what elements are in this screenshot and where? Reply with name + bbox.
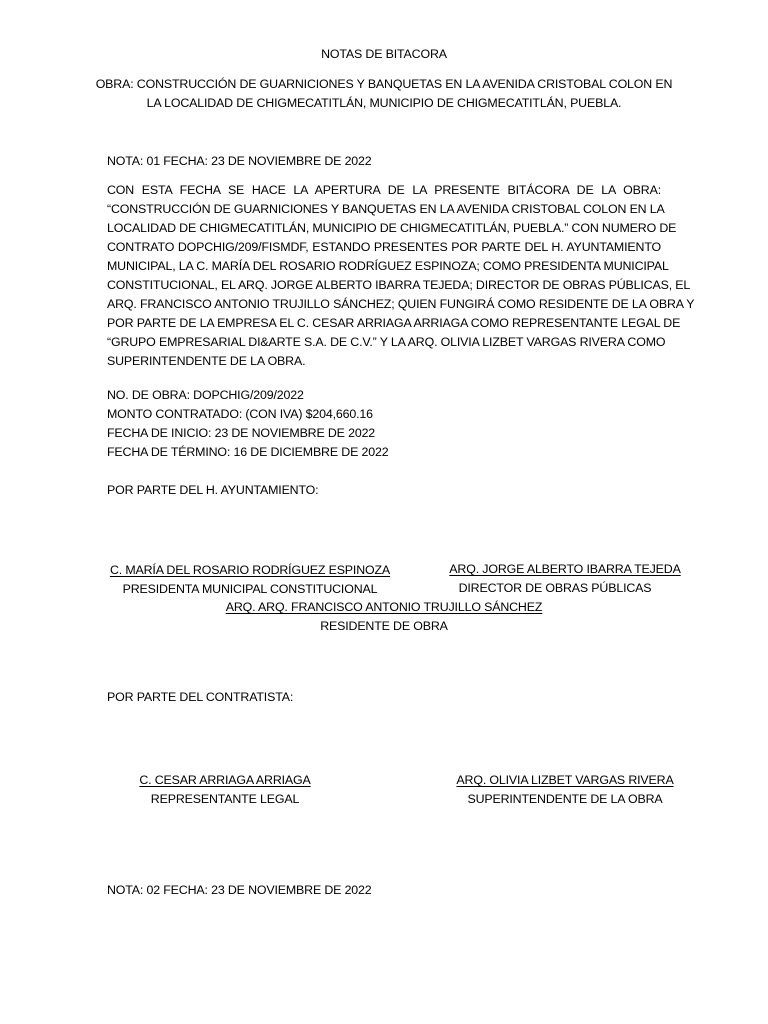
nota-01-header: NOTA: 01 FECHA: 23 DE NOVIEMBRE DE 2022 [107,154,372,168]
representante-role: REPRESENTANTE LEGAL [150,792,300,806]
residente-role: RESIDENTE DE OBRA [320,619,448,633]
superintendente-role: SUPERINTENDENTE DE LA OBRA [467,792,663,806]
nota-02-header: NOTA: 02 FECHA: 23 DE NOVIEMBRE DE 2022 [107,883,372,897]
nota-01-body-line: CONSTITUCIONAL, EL ARQ. JORGE ALBERTO IBARRA TEJEDA; DIRECTOR DE OBRAS PÚBLICAS, EL [107,278,691,292]
nota-01-body-line: MUNICIPAL, LA C. MARÍA DEL ROSARIO RODRÍGUEZ ESPINOZA; COMO PRESIDENTA MUNICIPAL [107,259,669,273]
obra-title-line-2: LA LOCALIDAD DE CHIGMECATITLÁN, MUNICIPIO DE CHIGMECATITLÁN, PUEBLA. [146,96,622,110]
nota-01-body [107,181,695,371]
contratista-section-label: POR PARTE DEL CONTRATISTA: [107,690,294,704]
presidenta-role: PRESIDENTA MUNICIPAL CONSTITUCIONAL [122,582,378,596]
fecha-de-inicio: FECHA DE INICIO: 23 DE NOVIEMBRE DE 2022 [107,426,376,440]
monto-contratado: MONTO CONTRATADO: (CON IVA) $204,660.16 [107,407,373,421]
director-role: DIRECTOR DE OBRAS PÚBLICAS [458,581,652,595]
nota-01-body-line: “GRUPO EMPRESARIAL DI&ARTE S.A. DE C.V.” Y LA ARQ. OLIVIA LIZBET VARGAS RIVERA COMO [107,335,666,349]
no-de-obra: NO. DE OBRA: DOPCHIG/209/2022 [107,388,304,402]
nota-01-body-line: LOCALIDAD DE CHIGMECATITLÁN, MUNICIPIO DE CHIGMECATITLÁN, PUEBLA.” CON NUMERO DE [107,221,677,235]
nota-01-body-line: ARQ. FRANCISCO ANTONIO TRUJILLO SÁNCHEZ; QUIEN FUNGIRÁ COMO RESIDENTE DE LA OBRA Y [107,297,695,311]
nota-01-body-line: “CONSTRUCCIÓN DE GUARNICIONES Y BANQUETAS EN LA AVENIDA CRISTOBAL COLON EN LA [107,202,665,216]
presidenta-name: C. MARÍA DEL ROSARIO RODRÍGUEZ ESPINOZA [109,563,391,577]
nota-01-body-line: CON ESTA FECHA SE HACE LA APERTURA DE LA PRESENTE BITÁCORA DE LA OBRA: [107,183,661,197]
nota-01-body-line: CONTRATO DOPCHIG/209/FISMDF, ESTANDO PRESENTES POR PARTE DEL H. AYUNTAMIENTO [107,240,661,254]
nota-01-body-line: SUPERINTENDENTE DE LA OBRA. [107,354,306,368]
fecha-de-termino: FECHA DE TÉRMINO: 16 DE DICIEMBRE DE 2022 [107,445,389,459]
ayuntamiento-section-label: POR PARTE DEL H. AYUNTAMIENTO: [107,483,319,497]
nota-01-body-line: POR PARTE DE LA EMPRESA EL C. CESAR ARRIAGA ARRIAGA COMO REPRESENTANTE LEGAL DE [107,316,681,330]
document-title: NOTAS DE BITACORA [321,47,447,61]
representante-name: C. CESAR ARRIAGA ARRIAGA [139,773,311,787]
residente-name: ARQ. ARQ. FRANCISCO ANTONIO TRUJILLO SÁNCHEZ [225,600,543,614]
superintendente-name: ARQ. OLIVIA LIZBET VARGAS RIVERA [456,773,674,787]
obra-title-line-1: OBRA: CONSTRUCCIÓN DE GUARNICIONES Y BANQUETAS EN LA AVENIDA CRISTOBAL COLON EN [95,77,673,91]
director-name: ARQ. JORGE ALBERTO IBARRA TEJEDA [449,562,681,576]
